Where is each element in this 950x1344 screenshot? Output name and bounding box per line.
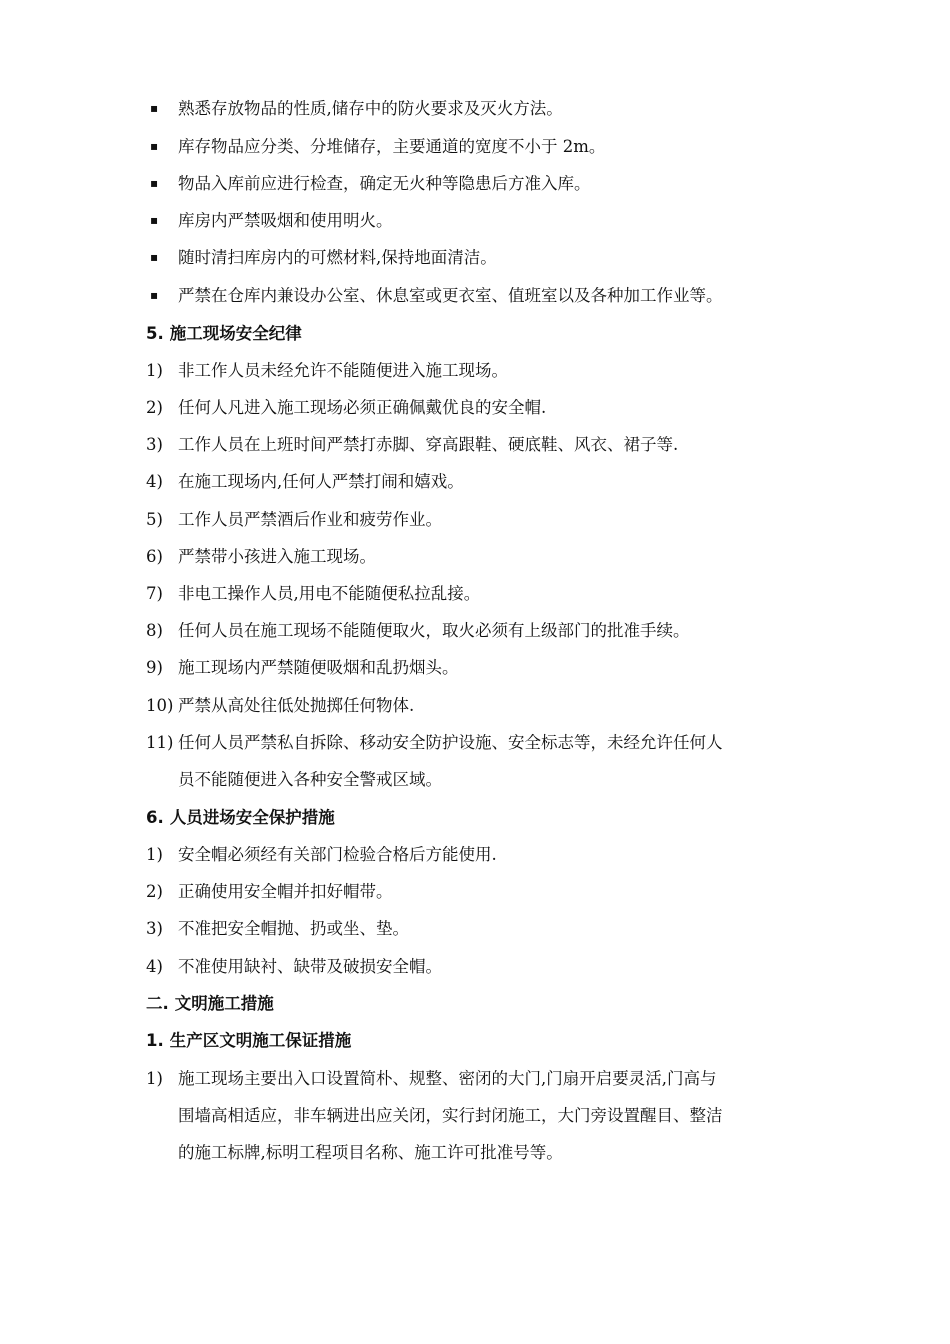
item-number: 9) [146,658,163,677]
item-number: 3) [146,919,163,938]
part-number: 二. [146,994,169,1013]
item-text: 正确使用安全帽并扣好帽带。 [178,882,393,901]
bullet-text: 严禁在仓库内兼设办公室、休息室或更衣室、值班室以及各种加工作业等。 [178,286,723,305]
bullet-marker: ▪ [150,250,159,264]
item-number: 1) [146,1069,163,1088]
bullet-marker: ▪ [150,176,159,190]
section-number: 5. [146,324,164,343]
item-text: 施工现场主要出入口设置简朴、规整、密闭的大门,门扇开启要灵活,门高与 [178,1069,717,1088]
item-number: 7) [146,584,163,603]
item-text: 不准使用缺衬、缺带及破损安全帽。 [178,957,442,976]
item-text: 严禁从高处往低处抛掷任何物体. [178,696,415,715]
section-heading [146,808,335,828]
item-number: 1) [146,845,163,864]
section-title: 生产区文明施工保证措施 [169,1031,352,1050]
section-heading [146,324,302,344]
item-number: 8) [146,621,163,640]
item-text: 任何人员严禁私自拆除、移动安全防护设施、安全标志等，未经允许任何人 [178,733,723,752]
section-title: 人员进场安全保护措施 [169,808,335,827]
bullet-text: 物品入库前应进行检查，确定无火种等隐患后方准入库。 [178,174,591,193]
section-number: 1. [146,1031,164,1050]
item-text: 非工作人员未经允许不能随便进入施工现场。 [178,361,508,380]
item-number: 2) [146,398,163,417]
bullet-marker: ▪ [150,288,159,302]
bullet-marker: ▪ [150,213,159,227]
item-number: 11) [146,733,174,752]
item-text: 工作人员严禁酒后作业和疲劳作业。 [178,510,442,529]
item-number: 1) [146,361,163,380]
item-text: 严禁带小孩进入施工现场。 [178,547,376,566]
bullet-marker: ▪ [150,139,159,153]
item-text: 不准把安全帽抛、扔或坐、垫。 [178,919,409,938]
bullet-text: 库存物品应分类、分堆储存，主要通道的宽度不小于 2m。 [178,137,606,156]
item-number: 4) [146,957,163,976]
item-number: 2) [146,882,163,901]
part-title: 文明施工措施 [174,994,274,1013]
bullet-marker: ▪ [150,101,159,115]
item-number: 3) [146,435,163,454]
part-heading [146,994,274,1014]
item-text: 工作人员在上班时间严禁打赤脚、穿高跟鞋、硬底鞋、风衣、裙子等. [178,435,679,454]
item-text: 任何人凡进入施工现场必须正确佩戴优良的安全帽. [178,398,547,417]
item-text: 任何人员在施工现场不能随便取火，取火必须有上级部门的批准手续。 [178,621,690,640]
item-number: 6) [146,547,163,566]
item-number: 5) [146,510,163,529]
item-number: 4) [146,472,163,491]
item-text-continuation: 员不能随便进入各种安全警戒区域。 [178,770,442,789]
item-text: 在施工现场内,任何人严禁打闹和嬉戏。 [178,472,464,491]
section-heading [146,1031,351,1051]
item-text: 施工现场内严禁随便吸烟和乱扔烟头。 [178,658,459,677]
item-text: 安全帽必须经有关部门检验合格后方能使用. [178,845,497,864]
bullet-text: 熟悉存放物品的性质,储存中的防火要求及灭火方法。 [178,99,563,118]
item-text-continuation: 的施工标牌,标明工程项目名称、施工许可批准号等。 [178,1143,563,1162]
item-text-continuation: 围墙高相适应，非车辆进出应关闭，实行封闭施工，大门旁设置醒目、整洁 [178,1106,723,1125]
section-title: 施工现场安全纪律 [169,324,302,343]
section-number: 6. [146,808,164,827]
bullet-text: 随时清扫库房内的可燃材料,保持地面清洁。 [178,248,497,267]
bullet-text: 库房内严禁吸烟和使用明火。 [178,211,393,230]
item-number: 10) [146,696,174,715]
item-text: 非电工操作人员,用电不能随便私拉乱接。 [178,584,481,603]
